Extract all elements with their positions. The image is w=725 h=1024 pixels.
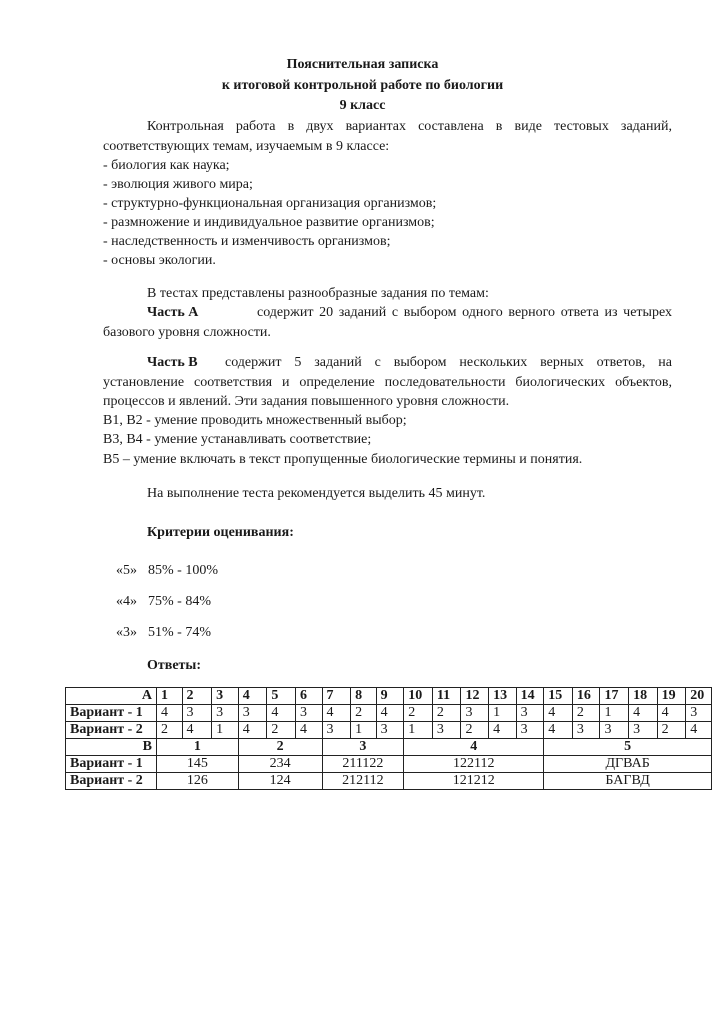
answer-cell: 2 xyxy=(404,705,433,722)
criteria-row xyxy=(116,623,211,642)
criteria-row xyxy=(116,561,218,580)
answer-cell: 4 xyxy=(322,705,351,722)
answer-cell: 3 xyxy=(629,722,658,739)
variant-label: Вариант - 2 xyxy=(66,722,157,739)
answer-cell: 3 xyxy=(516,722,544,739)
part-a-text: содержит 20 заданий с выбором одного верного ответа из четырех xyxy=(257,305,672,320)
part-b-line-2: установление соответствия и определение последовательности биологических объектов, xyxy=(103,375,672,390)
answer-cell: 4 xyxy=(156,705,182,722)
answer-cell: 2 xyxy=(461,722,489,739)
criteria-mark: «4» xyxy=(116,594,137,609)
topic-item: - наследственность и изменчивость организмов; xyxy=(103,234,391,249)
answer-cell: 3 xyxy=(600,722,629,739)
answer-cell: 3 xyxy=(322,722,351,739)
answer-cell: 4 xyxy=(182,722,212,739)
part-b-text: содержит 5 заданий с выбором нескольких верных ответов, на xyxy=(225,355,672,370)
question-number: 9 xyxy=(376,688,404,705)
question-number: 2 xyxy=(238,739,322,756)
topic-item: - биология как наука; xyxy=(103,158,230,173)
answer-cell: 1 xyxy=(212,722,239,739)
criteria-mark: «5» xyxy=(116,563,137,578)
answer-cell: 3 xyxy=(686,705,712,722)
answer-cell: 4 xyxy=(238,722,267,739)
variant-label: Вариант - 1 xyxy=(66,705,157,722)
topic-item: - эволюция живого мира; xyxy=(103,177,253,192)
answer-cell: 3 xyxy=(572,722,600,739)
answer-cell: 3 xyxy=(212,705,239,722)
part-b-label-cell: В xyxy=(66,739,157,756)
question-number: 4 xyxy=(238,688,267,705)
part-b-item: В5 – умение включать в текст пропущенные биологические термины и понятия. xyxy=(103,452,583,467)
question-number: 4 xyxy=(404,739,544,756)
topic-item: - размножение и индивидуальное развитие организмов; xyxy=(103,215,435,230)
part-b-variant-row xyxy=(66,773,712,790)
part-b-item: В1, В2 - умение проводить множественный выбор; xyxy=(103,413,407,428)
part-a-variant-row xyxy=(66,705,712,722)
answer-cell: 4 xyxy=(686,722,712,739)
answer-cell: 126 xyxy=(156,773,238,790)
grade-label: 9 класс xyxy=(339,98,386,113)
part-a-label: Часть А xyxy=(147,305,199,320)
question-number: 3 xyxy=(322,739,404,756)
answer-cell: 4 xyxy=(295,722,322,739)
criteria-range: 85% - 100% xyxy=(148,563,218,578)
question-number: 12 xyxy=(461,688,489,705)
answer-cell: 4 xyxy=(267,705,296,722)
question-number: 5 xyxy=(544,739,712,756)
answer-cell: 121212 xyxy=(404,773,544,790)
answer-cell: ДГВАБ xyxy=(544,756,712,773)
answer-cell: 145 xyxy=(156,756,238,773)
time-note: На выполнение теста рекомендуется выделить 45 минут. xyxy=(147,486,486,501)
criteria-row xyxy=(116,592,211,611)
answer-cell: 3 xyxy=(295,705,322,722)
question-number: 14 xyxy=(516,688,544,705)
question-number: 17 xyxy=(600,688,629,705)
part-a-label-cell: А xyxy=(66,688,157,705)
criteria-range: 51% - 74% xyxy=(148,625,211,640)
answer-cell: БАГВД xyxy=(544,773,712,790)
answer-cell: 3 xyxy=(461,705,489,722)
question-number: 1 xyxy=(156,739,238,756)
answer-cell: 2 xyxy=(156,722,182,739)
intro-line-1: Контрольная работа в двух вариантах составлена в виде тестовых заданий, xyxy=(147,119,672,134)
question-number: 5 xyxy=(267,688,296,705)
answer-cell: 4 xyxy=(544,722,573,739)
answer-cell: 234 xyxy=(238,756,322,773)
answer-cell: 124 xyxy=(238,773,322,790)
topic-item: - основы экологии. xyxy=(103,253,216,268)
question-number: 19 xyxy=(657,688,686,705)
topic-item: - структурно-функциональная организация организмов; xyxy=(103,196,437,211)
variant-label: Вариант - 2 xyxy=(66,773,157,790)
variant-label: Вариант - 1 xyxy=(66,756,157,773)
question-number: 11 xyxy=(432,688,461,705)
part-a-line-1 xyxy=(147,303,672,322)
question-number: 10 xyxy=(404,688,433,705)
answer-cell: 4 xyxy=(657,705,686,722)
question-number: 13 xyxy=(489,688,517,705)
answer-cell: 4 xyxy=(376,705,404,722)
question-number: 18 xyxy=(629,688,658,705)
criteria-mark: «3» xyxy=(116,625,137,640)
question-number: 15 xyxy=(544,688,573,705)
part-a-line-2: базового уровня сложности. xyxy=(103,325,271,340)
tests-intro: В тестах представлены разнообразные задания по темам: xyxy=(147,286,489,301)
question-number: 20 xyxy=(686,688,712,705)
part-b-header-row xyxy=(66,739,712,756)
answer-cell: 3 xyxy=(238,705,267,722)
intro-line-2: соответствующих темам, изучаемым в 9 классе: xyxy=(103,139,390,154)
part-b-variant-row xyxy=(66,756,712,773)
answers-heading: Ответы: xyxy=(147,658,202,673)
part-a-variant-row xyxy=(66,722,712,739)
question-number: 2 xyxy=(182,688,212,705)
part-b-line-3: процессов и явлений. Эти задания повышенного уровня сложности. xyxy=(103,394,510,409)
question-number: 7 xyxy=(322,688,351,705)
question-number: 16 xyxy=(572,688,600,705)
document-title: Пояснительная записка xyxy=(286,57,439,72)
part-a-header-row xyxy=(66,688,712,705)
answer-cell: 211122 xyxy=(322,756,404,773)
part-b-item: В3, В4 - умение устанавливать соответствие; xyxy=(103,432,372,447)
part-b-label: Часть В xyxy=(147,355,198,370)
answer-cell: 122112 xyxy=(404,756,544,773)
answer-cell: 4 xyxy=(489,722,517,739)
answer-cell: 2 xyxy=(432,705,461,722)
answer-cell: 3 xyxy=(182,705,212,722)
criteria-heading: Критерии оценивания: xyxy=(147,525,294,540)
answers-table xyxy=(65,687,712,790)
question-number: 6 xyxy=(295,688,322,705)
question-number: 3 xyxy=(212,688,239,705)
criteria-range: 75% - 84% xyxy=(148,594,211,609)
answer-cell: 2 xyxy=(572,705,600,722)
answer-cell: 2 xyxy=(351,705,377,722)
answer-cell: 2 xyxy=(657,722,686,739)
answer-cell: 3 xyxy=(516,705,544,722)
answer-cell: 3 xyxy=(376,722,404,739)
answer-cell: 1 xyxy=(489,705,517,722)
answer-cell: 1 xyxy=(404,722,433,739)
answer-cell: 1 xyxy=(351,722,377,739)
part-b-line-1 xyxy=(147,353,672,372)
answer-cell: 3 xyxy=(432,722,461,739)
answer-cell: 4 xyxy=(544,705,573,722)
answer-cell: 1 xyxy=(600,705,629,722)
question-number: 1 xyxy=(156,688,182,705)
answer-cell: 212112 xyxy=(322,773,404,790)
question-number: 8 xyxy=(351,688,377,705)
answer-cell: 4 xyxy=(629,705,658,722)
answer-cell: 2 xyxy=(267,722,296,739)
document-subtitle: к итоговой контрольной работе по биологии xyxy=(221,78,504,93)
